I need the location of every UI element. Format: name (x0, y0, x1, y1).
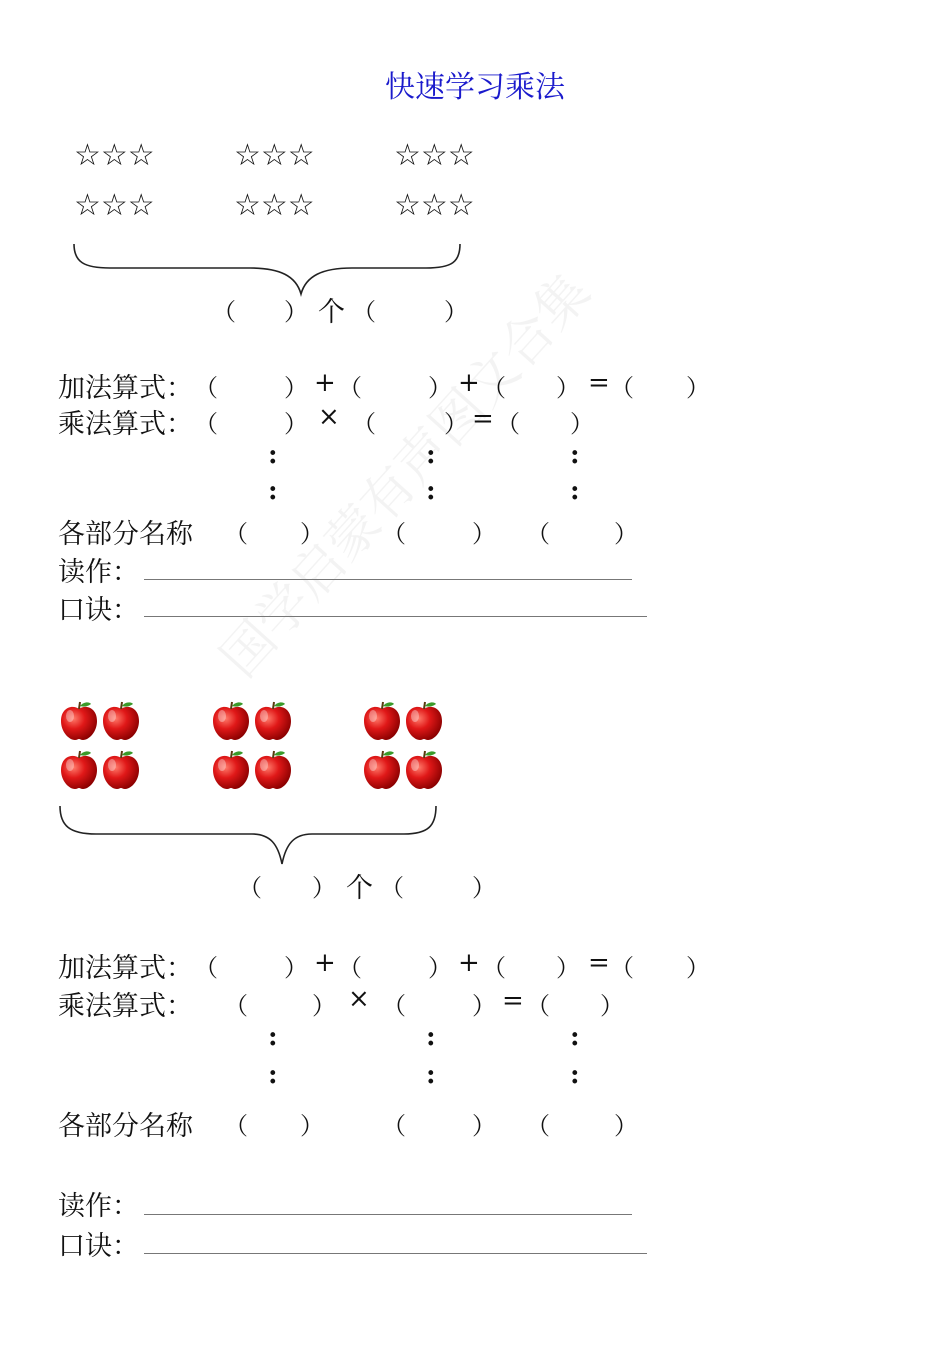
pointer-dots: : (570, 1060, 580, 1090)
pointer-dots: : (268, 476, 278, 506)
open-paren: （ (496, 410, 520, 438)
close-paren: ） (614, 520, 638, 548)
open-paren: （ (526, 520, 550, 548)
close-paren: ） (556, 954, 580, 982)
apple-icon (361, 700, 403, 742)
close-paren: ） (284, 374, 308, 402)
star-group: ☆☆☆ (74, 138, 155, 173)
open-paren: （ (338, 374, 362, 402)
open-paren: （ (194, 954, 218, 982)
unit-ge: 个 (346, 873, 373, 904)
open-paren: （ (352, 410, 376, 438)
star-group: ☆☆☆ (394, 188, 475, 223)
close-paren: ） (300, 520, 324, 548)
read-answer-line[interactable] (144, 579, 632, 580)
pointer-dots: : (570, 476, 580, 506)
close-paren: ） (472, 874, 496, 902)
read-label: 读作： (58, 1191, 139, 1222)
close-paren: ） (614, 1112, 638, 1140)
apple-icon (58, 749, 100, 791)
equals-sign: = (472, 404, 494, 434)
open-paren: （ (194, 410, 218, 438)
watermark (200, 254, 604, 691)
open-paren: （ (382, 1112, 406, 1140)
open-paren: （ (380, 874, 404, 902)
open-paren: （ (224, 1112, 248, 1140)
plus-sign: + (458, 948, 480, 978)
read-label: 读作： (58, 557, 139, 588)
open-paren: （ (482, 954, 506, 982)
curly-brace (56, 802, 442, 868)
star-group: ☆☆☆ (394, 138, 475, 173)
open-paren: （ (526, 1112, 550, 1140)
close-paren: ） (428, 374, 452, 402)
close-paren: ） (472, 992, 496, 1020)
pointer-dots: : (268, 1022, 278, 1052)
multiplication-label: 乘法算式： (58, 991, 193, 1022)
page-title: 快速学习乘法 (385, 70, 565, 105)
curly-brace (70, 240, 466, 298)
read-answer-line[interactable] (144, 1214, 632, 1215)
open-paren: （ (238, 874, 262, 902)
pointer-dots: : (426, 1022, 436, 1052)
open-paren: （ (382, 992, 406, 1020)
plus-sign: + (314, 948, 336, 978)
star-group: ☆☆☆ (234, 188, 315, 223)
close-paren: ） (472, 1112, 496, 1140)
star-group: ☆☆☆ (234, 138, 315, 173)
apple-icon (210, 700, 252, 742)
close-paren: ） (284, 954, 308, 982)
pointer-dots: : (268, 440, 278, 470)
equals-sign: = (502, 986, 524, 1016)
open-paren: （ (224, 992, 248, 1020)
plus-sign: + (458, 368, 480, 398)
star-group: ☆☆☆ (74, 188, 155, 223)
open-paren: （ (352, 298, 376, 326)
close-paren: ） (570, 410, 594, 438)
formula-label: 口诀： (58, 1231, 139, 1262)
pointer-dots: : (268, 1060, 278, 1090)
apple-icon (100, 700, 142, 742)
apple-icon (361, 749, 403, 791)
open-paren: （ (338, 954, 362, 982)
apple-icon (100, 749, 142, 791)
close-paren: ） (444, 410, 468, 438)
close-paren: ） (300, 1112, 324, 1140)
close-paren: ） (600, 992, 624, 1020)
open-paren: （ (526, 992, 550, 1020)
open-paren: （ (212, 298, 236, 326)
close-paren: ） (312, 874, 336, 902)
pointer-dots: : (570, 440, 580, 470)
close-paren: ） (556, 374, 580, 402)
formula-answer-line[interactable] (144, 616, 647, 617)
addition-label: 加法算式： (58, 953, 193, 984)
pointer-dots: : (426, 476, 436, 506)
times-sign: × (348, 984, 370, 1014)
equals-sign: = (588, 948, 610, 978)
parts-label: 各部分名称 (58, 1111, 193, 1142)
pointer-dots: : (426, 440, 436, 470)
pointer-dots: : (426, 1060, 436, 1090)
close-paren: ） (686, 374, 710, 402)
close-paren: ） (284, 410, 308, 438)
equals-sign: = (588, 368, 610, 398)
apple-icon (58, 700, 100, 742)
multiplication-label: 乘法算式： (58, 409, 193, 440)
open-paren: （ (382, 520, 406, 548)
open-paren: （ (482, 374, 506, 402)
apple-icon (252, 700, 294, 742)
formula-answer-line[interactable] (144, 1253, 647, 1254)
open-paren: （ (224, 520, 248, 548)
plus-sign: + (314, 368, 336, 398)
close-paren: ） (686, 954, 710, 982)
apple-icon (210, 749, 252, 791)
close-paren: ） (428, 954, 452, 982)
open-paren: （ (194, 374, 218, 402)
times-sign: × (318, 402, 340, 432)
parts-label: 各部分名称 (58, 519, 193, 550)
close-paren: ） (444, 298, 468, 326)
close-paren: ） (472, 520, 496, 548)
formula-label: 口诀： (58, 595, 139, 626)
open-paren: （ (610, 954, 634, 982)
close-paren: ） (312, 992, 336, 1020)
apple-icon (403, 700, 445, 742)
close-paren: ） (284, 298, 308, 326)
apple-icon (403, 749, 445, 791)
addition-label: 加法算式： (58, 373, 193, 404)
open-paren: （ (610, 374, 634, 402)
pointer-dots: : (570, 1022, 580, 1052)
unit-ge: 个 (318, 297, 345, 328)
apple-icon (252, 749, 294, 791)
